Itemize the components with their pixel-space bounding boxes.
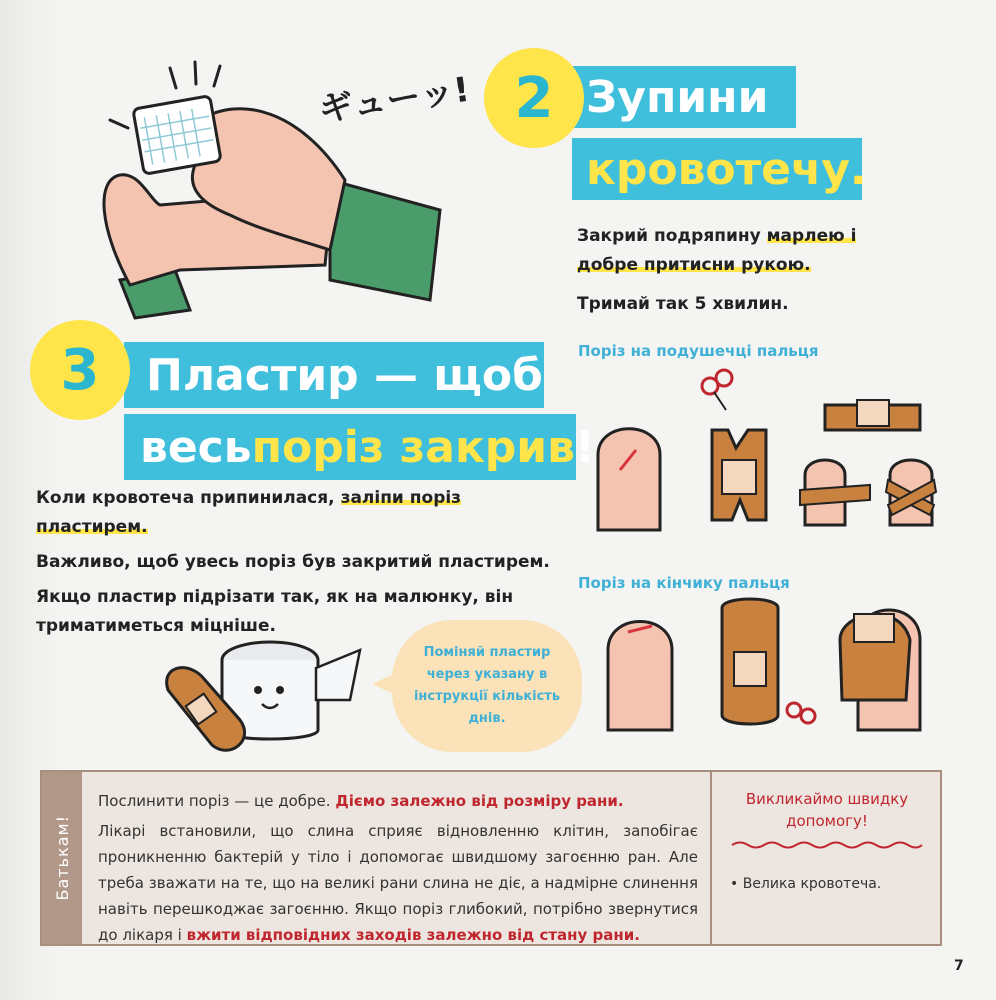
parents-para2b: вжити відповідних заходів залежно від стану рани. (186, 926, 640, 944)
section3-title-a: весь (140, 421, 252, 473)
wavy-divider (732, 840, 922, 850)
section3-text-p1c: пластирем. (36, 517, 148, 537)
section2-text-p1b: марлею і (766, 226, 857, 246)
bubble-line2: через указану в (426, 667, 548, 682)
section3-number: 3 (60, 337, 100, 403)
page-number: 7 (954, 958, 964, 974)
sound-effect: ギューッ! (316, 69, 473, 131)
section2-text-p2: Тримай так 5 хвилин. (577, 294, 789, 314)
bubble-line3: інструкції кількість (413, 689, 561, 704)
parents-tab-label: Батькам! (52, 815, 72, 901)
section2-text-p1c: добре притисни рукою. (577, 255, 811, 275)
parents-line1a: Послинити поріз — це добре. (98, 792, 336, 810)
bubble-line4: днів. (468, 711, 506, 726)
section3-text-p3a: Якщо пластир підрізати так, як на малюнку, він (36, 587, 514, 607)
bubble-line1: Поміняй пластир (423, 645, 551, 660)
tip-bubble (392, 620, 582, 752)
caption-finger-pad: Поріз на подушечці пальця (578, 342, 819, 360)
section3-text-p3b: триматиметься міцніше. (36, 616, 276, 636)
section2-number: 2 (514, 65, 554, 131)
section3-text-p2: Важливо, щоб увесь поріз був закритий пластирем. (36, 552, 550, 572)
section3-title-line1: Пластир — щоб (124, 342, 544, 408)
section3-text-p1b: заліпи поріз (340, 488, 462, 508)
section2-title-line2: кровотечу. (586, 143, 867, 195)
parents-para2a: Лікарі встановили, що слина сприяє відновленню клітин, запобігає проникненню бактерій у тіло і допомогає швидшому загоєнню ран. Але треба зважати на те, що на великі рани слина не діє, а надмірне слинення навіть перешкоджає загоєнню. Якщо поріз глибокий, потрібно звернутися до лікаря і (98, 822, 698, 944)
section2-text-p1a: Закрий подряпину (577, 226, 767, 246)
caption-finger-tip: Поріз на кінчику пальця (578, 574, 790, 592)
section3-title-c: ! (574, 421, 596, 473)
ambulance-title: Викликаймо швидку допомогу! (745, 790, 909, 830)
section3-title-b: поріз закрив (251, 421, 575, 473)
parents-line1b: Діємо залежно від розміру рани. (335, 792, 624, 810)
section3-text-p1a: Коли кровотеча припинилася, (36, 488, 341, 508)
ambulance-item: • Велика кровотеча. (730, 876, 882, 892)
parents-side (722, 788, 932, 892)
parents-divider (710, 772, 712, 944)
parents-tab (42, 772, 82, 944)
parents-note-box (40, 770, 942, 946)
parents-main-text (98, 788, 698, 948)
section2-title-line1: Зупини (572, 66, 796, 128)
